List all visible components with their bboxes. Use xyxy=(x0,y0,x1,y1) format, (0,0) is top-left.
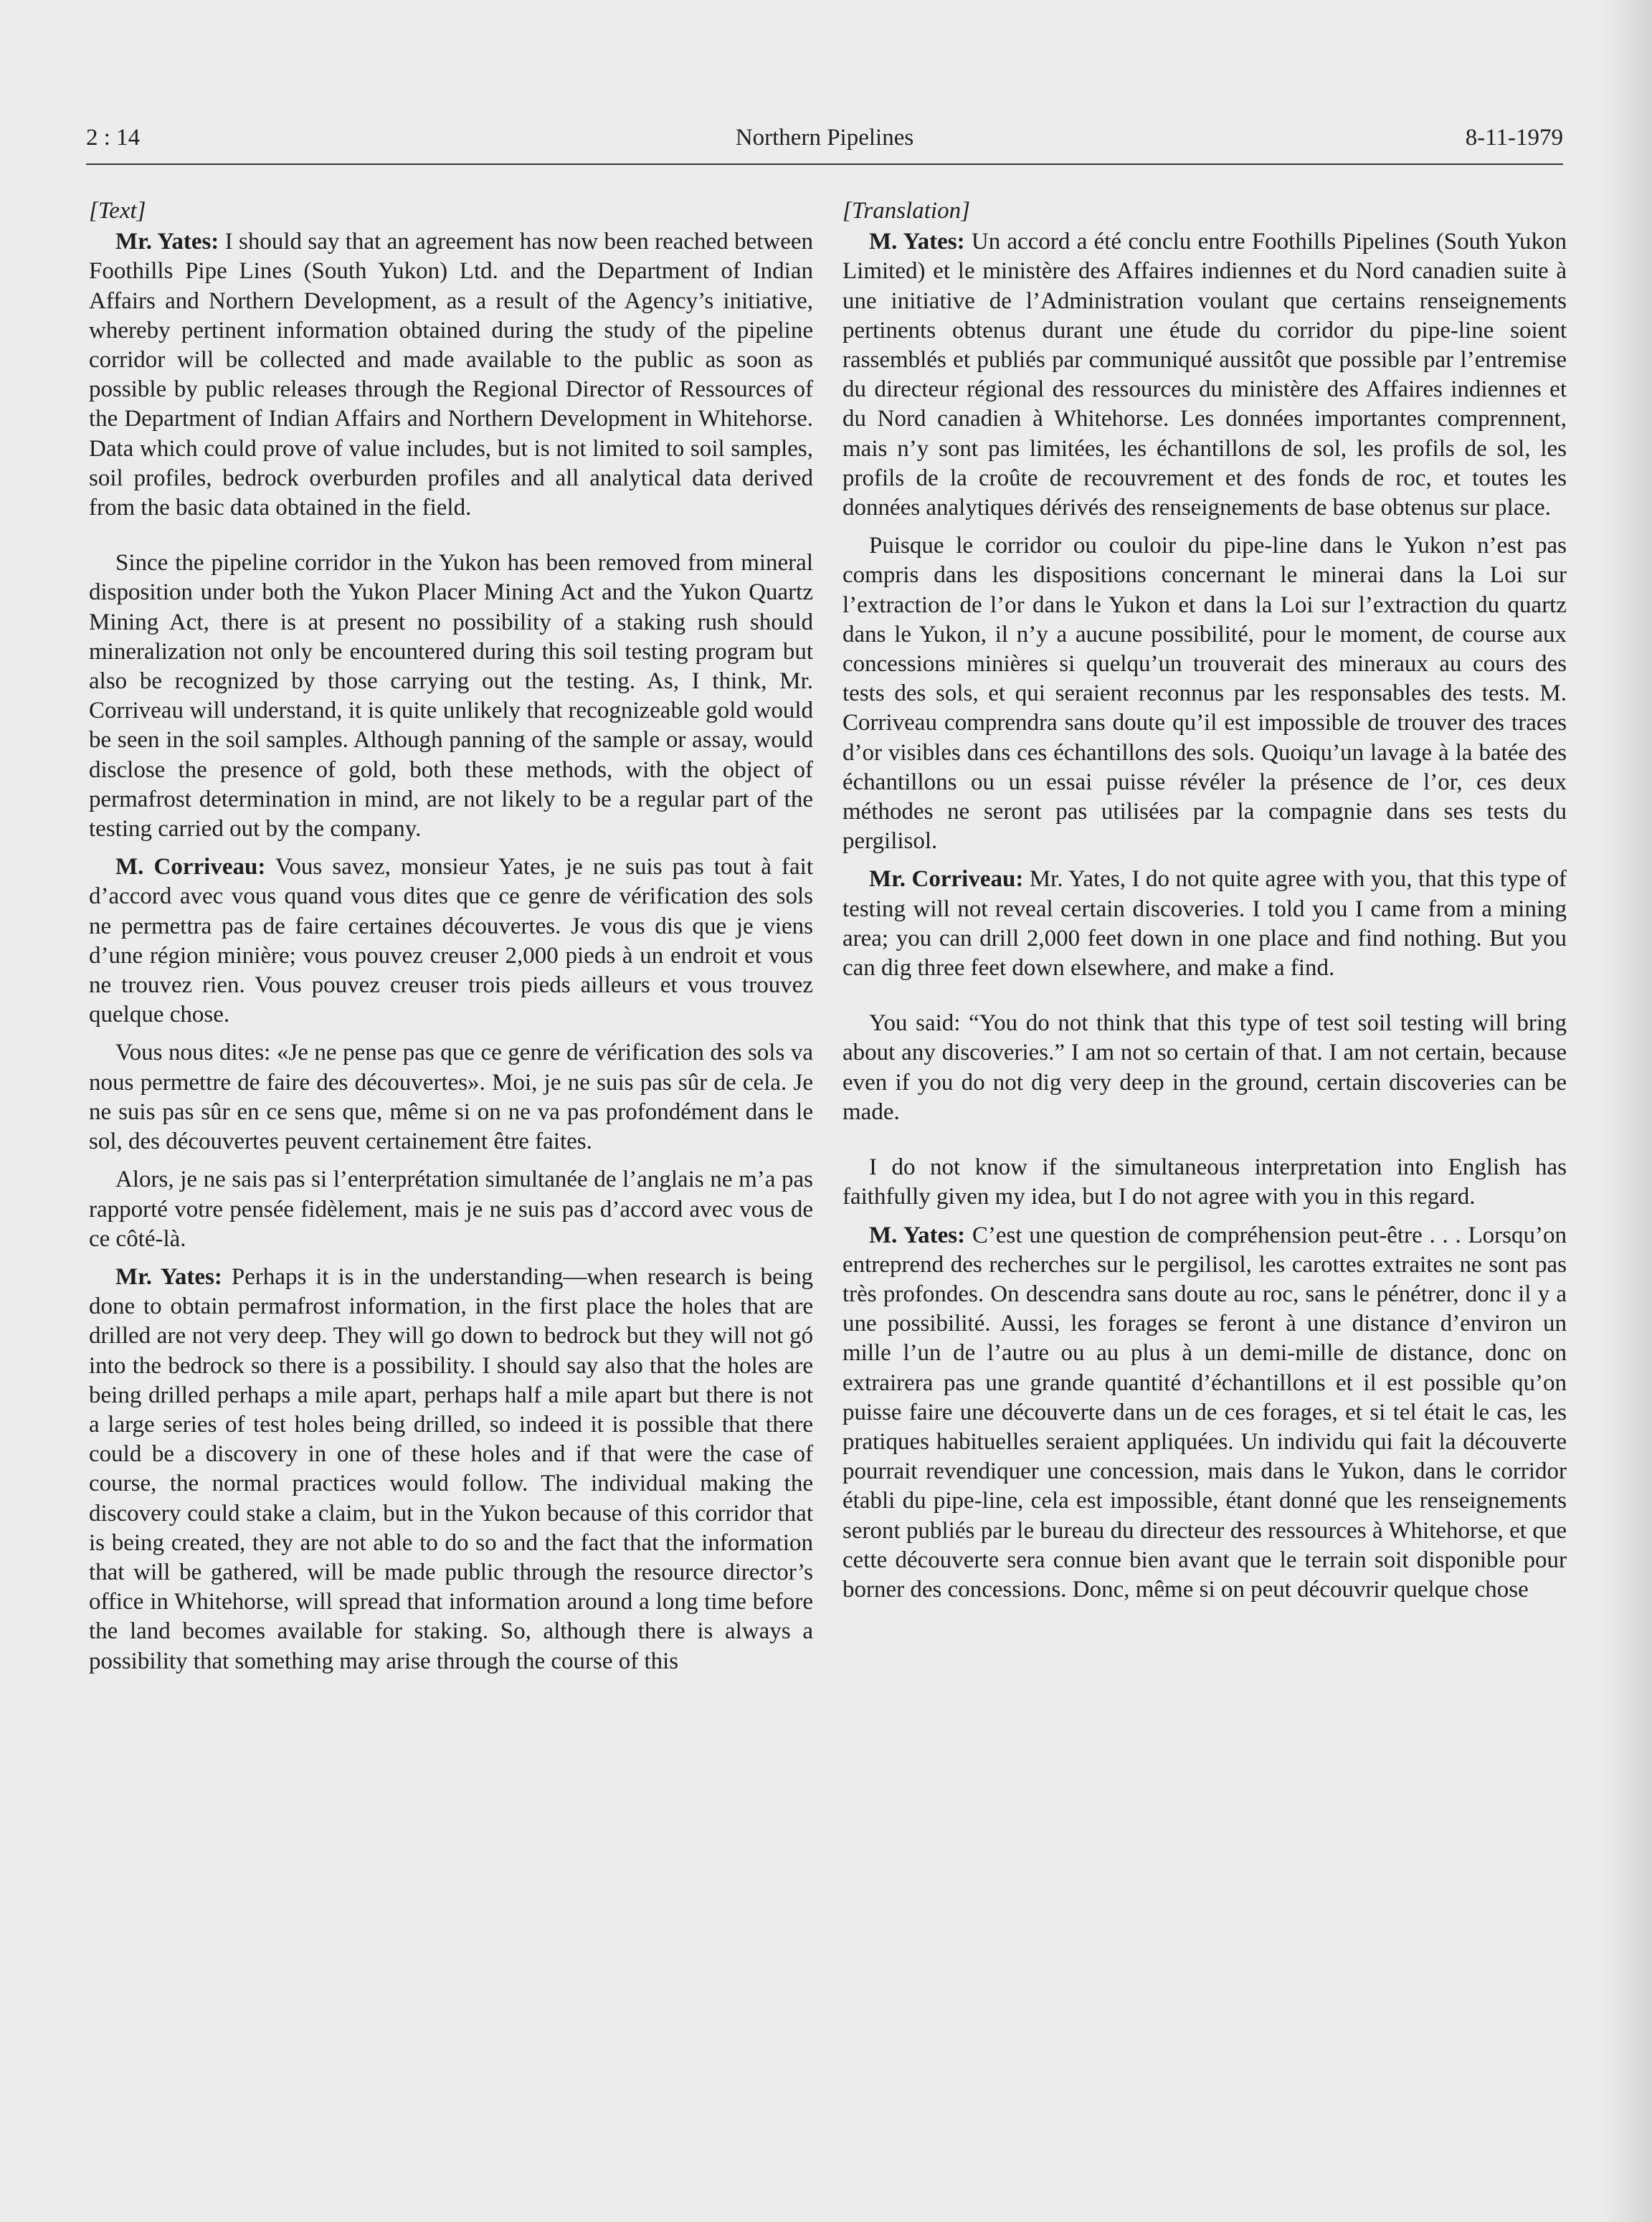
paragraph-text: Perhaps it is in the understanding—when research is being done to obtain permafrost information, in the first place the holes that are drilled are not very deep. They will go down to bedrock but they will not gó into the bedrock so there is a possibility. I should say also that the holes are being drilled perhaps a mile apart, perhaps half a mile apart but there is not a large series of test holes being drilled, so indeed it is possible that there could be a discovery in one of these holes and if that were the case of course, the normal practices would follow. The individual making the discovery could stake a claim, but in the Yukon because of this corridor that is being created, they are not able to do so and the fact that the information that will be gathered, will be made public through the resource director’s office in Whitehorse, will spread that information around a long time before the land becomes available for staking. So, although there is always a possibility that something may arise through the course of this xyxy=(89,1263,813,1674)
paragraph-text: Vous savez, monsieur Yates, je ne suis pas tout à fait d’accord avec vous quand vous dites que ce genre de vérification des sols ne permettra pas de faire certaines découvertes. Je vous dis que je viens d’une région minière; vous pouvez creuser 2,000 pieds à un endroit et vous ne trouvez rien. Vous pouvez creuser trois pieds ailleurs et vous trouvez quelque chose. xyxy=(89,854,813,1028)
paragraph: Since the pipeline corridor in the Yukon has been removed from mineral disposition under both the Yukon Placer Mining Act and the Yukon Quartz Mining Act, there is at present no possibility of a staking rush should mineralization not only be encountered during this soil testing program but also be recognized by those carrying out the testing. As, I think, Mr. Corriveau will understand, it is quite unlikely that recognizeable gold would be seen in the soil samples. Although panning of the sample or assay, would disclose the presence of gold, both these methods, with the object of permafrost determination in mind, are not likely to be a regular part of the testing carried out by the company. xyxy=(89,550,813,842)
paragraph: Alors, je ne sais pas si l’enterprétation simultanée de l’anglais ne m’a pas rapporté votre pensée fidèlement, mais je ne suis pas d’accord avec vous de ce côté-là. xyxy=(89,1167,813,1252)
paragraph-text: Mr. Yates, I do not quite agree with you, that this type of testing will not reveal certain discoveries. I told you I came from a mining area; you can drill 2,000 feet down in one place and find nothing. But you can dig three feet down elsewhere, and make a find. xyxy=(842,866,1567,982)
speaker-name: Mr. Yates: xyxy=(115,1263,222,1290)
paragraph xyxy=(842,865,1567,983)
column-label: [Translation] xyxy=(842,198,970,224)
paragraph: Puisque le corridor ou couloir du pipe-line dans le Yukon n’est pas compris dans les dispositions concernant le minerai dans la Loi sur l’extraction de l’or dans le Yukon et dans la Loi sur l’extraction du quartz dans le Yukon, il n’y a aucune possibilité, pour le moment, de course aux concessions minières si quelqu’un trouverait des mineraux au cours des tests des sols, et qui seraient reconnus par les responsables des tests. M. Corriveau comprendra sans doute qu’il est impossible de trouver des traces d’or visibles dans ces échantillons des sols. Quoiqu’un lavage à la batée des échantillons ou un essai puisse révéler la présence de l’or, ces deux méthodes ne seront pas utilisées par la compagnie dans ses tests du pergilisol. xyxy=(842,533,1567,855)
speaker-name: Mr. Yates: xyxy=(115,229,219,255)
paragraph xyxy=(89,1263,813,1676)
paragraph: You said: “You do not think that this type of test soil testing will bring about any discoveries.” I am not so certain of that. I am not certain, because even if you do not dig very deep in the ground, certain discoveries can be made. xyxy=(842,1010,1567,1125)
header-date: 8-11-1979 xyxy=(1465,125,1563,151)
paragraph-text: Un accord a été conclu entre Foothills Pipelines (South Yukon Limited) et le ministère des Affaires indiennes et du Nord canadien suite à une initiative de l’Administration voulant que certains renseignements pertinents obtenus durant une étude du corridor du pipe-line soient rassemblés et publiés par communiqué aussitôt que possible par l’entremise du directeur régional des ressources du ministère des Affaires indiennes et du Nord canadien à Whitehorse. Les données importantes comprennent, mais n’y sont pas limitées, les échantillons de sol, les profils de sol, les profils de la croûte de recouvrement et des fonds de roc, et toutes les données analytiques dérivés des renseignements de base obtenus sur place. xyxy=(842,229,1567,521)
speaker-name: M. Yates: xyxy=(869,229,965,255)
page-header xyxy=(86,122,1563,165)
paragraph xyxy=(89,853,813,1030)
paragraph: Vous nous dites: «Je ne pense pas que ce genre de vérification des sols va nous permettre de faire des découvertes». Moi, je ne suis pas sûr de cela. Je ne suis pas sûr en ce sens que, même si on ne va pas profondément dans le sol, des découvertes peuvent certainement être faites. xyxy=(89,1040,813,1155)
speaker-name: M. Corriveau: xyxy=(115,854,266,880)
french-column xyxy=(842,196,1567,1605)
paragraph xyxy=(89,227,813,523)
running-title: Northern Pipelines xyxy=(735,125,914,151)
page-number: 2 : 14 xyxy=(86,125,141,151)
paragraph xyxy=(842,1221,1567,1605)
column-label: [Text] xyxy=(89,198,146,224)
paragraph-text: I should say that an agreement has now been reached between Foothills Pipe Lines (South Yukon) Ltd. and the Department of Indian Affairs and Northern Development, as a result of the Agency’s initiative, whereby pertinent information obtained during the study of the pipeline corridor will be collected and made available to the public as soon as possible by public releases through the Regional Director of Ressources of the Department of Indian Affairs and Northern Development in Whitehorse. Data which could prove of value includes, but is not limited to soil samples, soil profiles, bedrock overburden profiles and all analytical data derived from the basic data obtained in the field. xyxy=(89,229,814,521)
paragraph: I do not know if the simultaneous interpretation into English has faithfully given my idea, but I do not agree with you in this regard. xyxy=(842,1154,1567,1210)
speaker-name: Mr. Corriveau: xyxy=(869,866,1024,893)
english-column xyxy=(89,196,813,1676)
paragraph xyxy=(842,227,1567,523)
paragraph-text: C’est une question de compréhension peut-être . . . Lorsqu’on entreprend des recherches sur le pergilisol, les carottes extraites ne sont pas très profondes. On descendra sans doute au roc, sans le pénétrer, donc il y a une possibilité. Aussi, les forages se feront à une distance d’environ un mille l’un de l’autre ou au plus à un demi-mille de distance, donc on extrairera pas une grande quantité d’échantillons et il est possible qu’on puisse faire une découverte dans un de ces forages, et si tel était le cas, les pratiques habituelles seraient appliquées. Un individu qui fait la découverte pourrait revendiquer une concession, mais dans le Yukon, dans le corridor établi du pipe-line, cela est impossible, étant donné que les renseignements seront publiés par le bureau du directeur des ressources à Whitehorse, et que cette découverte sera connue bien avant que le terrain soit disponible pour borner des concessions. Donc, même si on peut découvrir quelque chose xyxy=(842,1222,1567,1603)
binding-shadow xyxy=(1602,0,1652,2222)
speaker-name: M. Yates: xyxy=(869,1222,966,1248)
